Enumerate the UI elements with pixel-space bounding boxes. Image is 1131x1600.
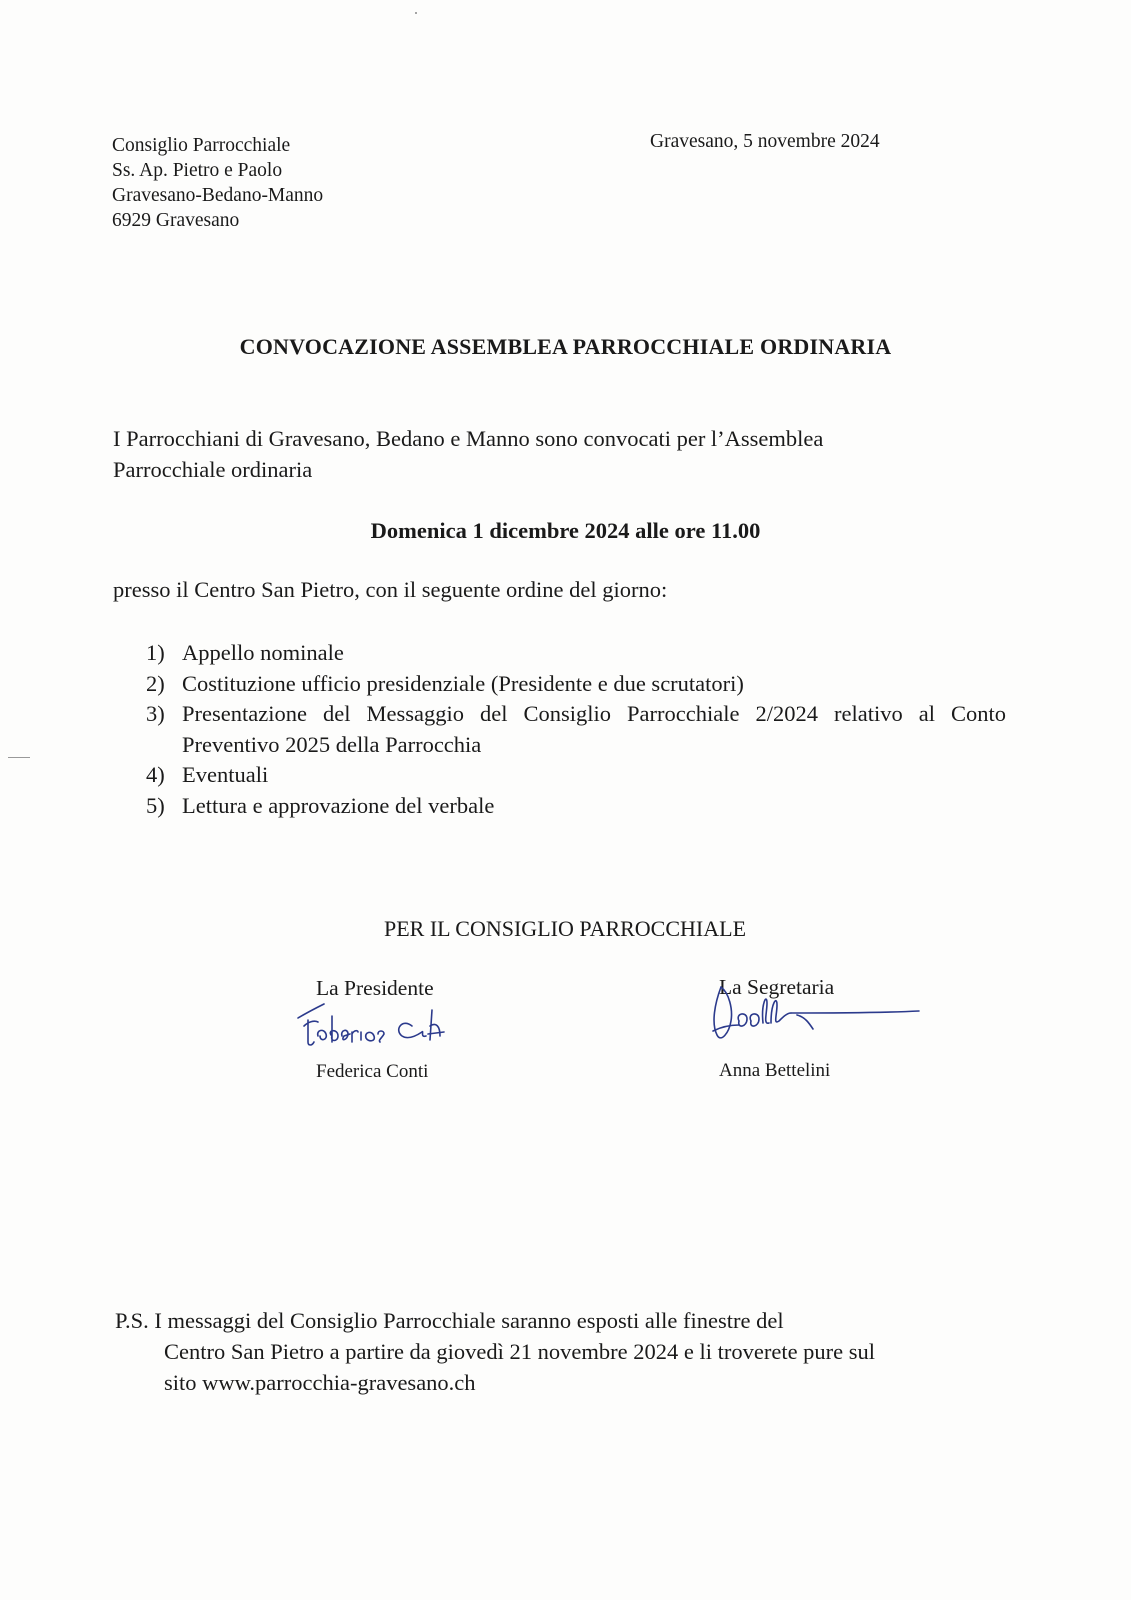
postscript-line: sito www.parrocchia-gravesano.ch (164, 1370, 476, 1395)
secretary-signature-block (719, 975, 835, 1081)
intro-paragraph (113, 423, 1013, 485)
agenda-item-text: Costituzione ufficio presidenziale (Presidente e due scrutatori) (182, 670, 744, 696)
sender-line: Ss. Ap. Pietro e Paolo (112, 160, 283, 181)
meeting-datetime: Domenica 1 dicembre 2024 alle ore 11.00 (370, 518, 761, 543)
agenda-item (146, 791, 1006, 822)
sender-line: Consiglio Parrocchiale (112, 135, 291, 156)
agenda-item-text: Lettura e approvazione del verbale (182, 792, 495, 818)
scan-speck (415, 12, 417, 14)
sender-address (112, 133, 323, 233)
place-and-date: Gravesano, 5 novembre 2024 (650, 131, 880, 152)
agenda-item-number: 1) (146, 640, 165, 665)
agenda-list (146, 638, 1006, 821)
agenda-item-text: Appello nominale (182, 640, 344, 665)
president-signature (294, 996, 484, 1056)
intro-line: Parrocchiale ordinaria (113, 457, 313, 482)
agenda-item (146, 669, 1006, 700)
agenda-item-number: 2) (146, 670, 165, 696)
agenda-item (146, 760, 1006, 791)
secretary-signature (709, 973, 924, 1063)
agenda-item-text: Presentazione del Messaggio del Consiglio Parrocchiale 2/2024 relativo al Conto Preventivo 2025 della Parrocchia (182, 701, 1006, 757)
sender-line: 6929 Gravesano (112, 210, 240, 231)
secretary-role: La Segretaria (719, 975, 835, 999)
scan-margin-mark (8, 757, 30, 758)
sender-line: Gravesano-Bedano-Manno (112, 185, 324, 206)
agenda-item (146, 699, 1006, 760)
agenda-item (146, 638, 1006, 669)
postscript-line: Centro San Pietro a partire da giovedì 21 novembre 2024 e li troverete pure sul (164, 1339, 876, 1364)
agenda-item-number: 4) (146, 762, 165, 787)
location-text: presso il Centro San Pietro, con il seguente ordine del giorno: (113, 577, 668, 602)
intro-line: I Parrocchiani di Gravesano, Bedano e Manno sono convocati per l’Assemblea (113, 426, 824, 451)
secretary-name: Anna Bettelini (719, 1060, 831, 1081)
president-name: Federica Conti (316, 1061, 429, 1082)
agenda-item-text: Eventuali (182, 762, 269, 787)
president-role: La Presidente (316, 976, 434, 1000)
agenda-item-number: 5) (146, 792, 165, 818)
president-signature-block (316, 976, 434, 1082)
document-title: CONVOCAZIONE ASSEMBLEA PARROCCHIALE ORDINARIA (239, 334, 892, 359)
postscript-line: P.S. I messaggi del Consiglio Parrocchiale saranno esposti alle finestre del (115, 1308, 784, 1333)
for-council-heading: PER IL CONSIGLIO PARROCCHIALE (384, 916, 747, 941)
agenda-item-number: 3) (146, 701, 165, 726)
postscript (115, 1305, 1015, 1398)
